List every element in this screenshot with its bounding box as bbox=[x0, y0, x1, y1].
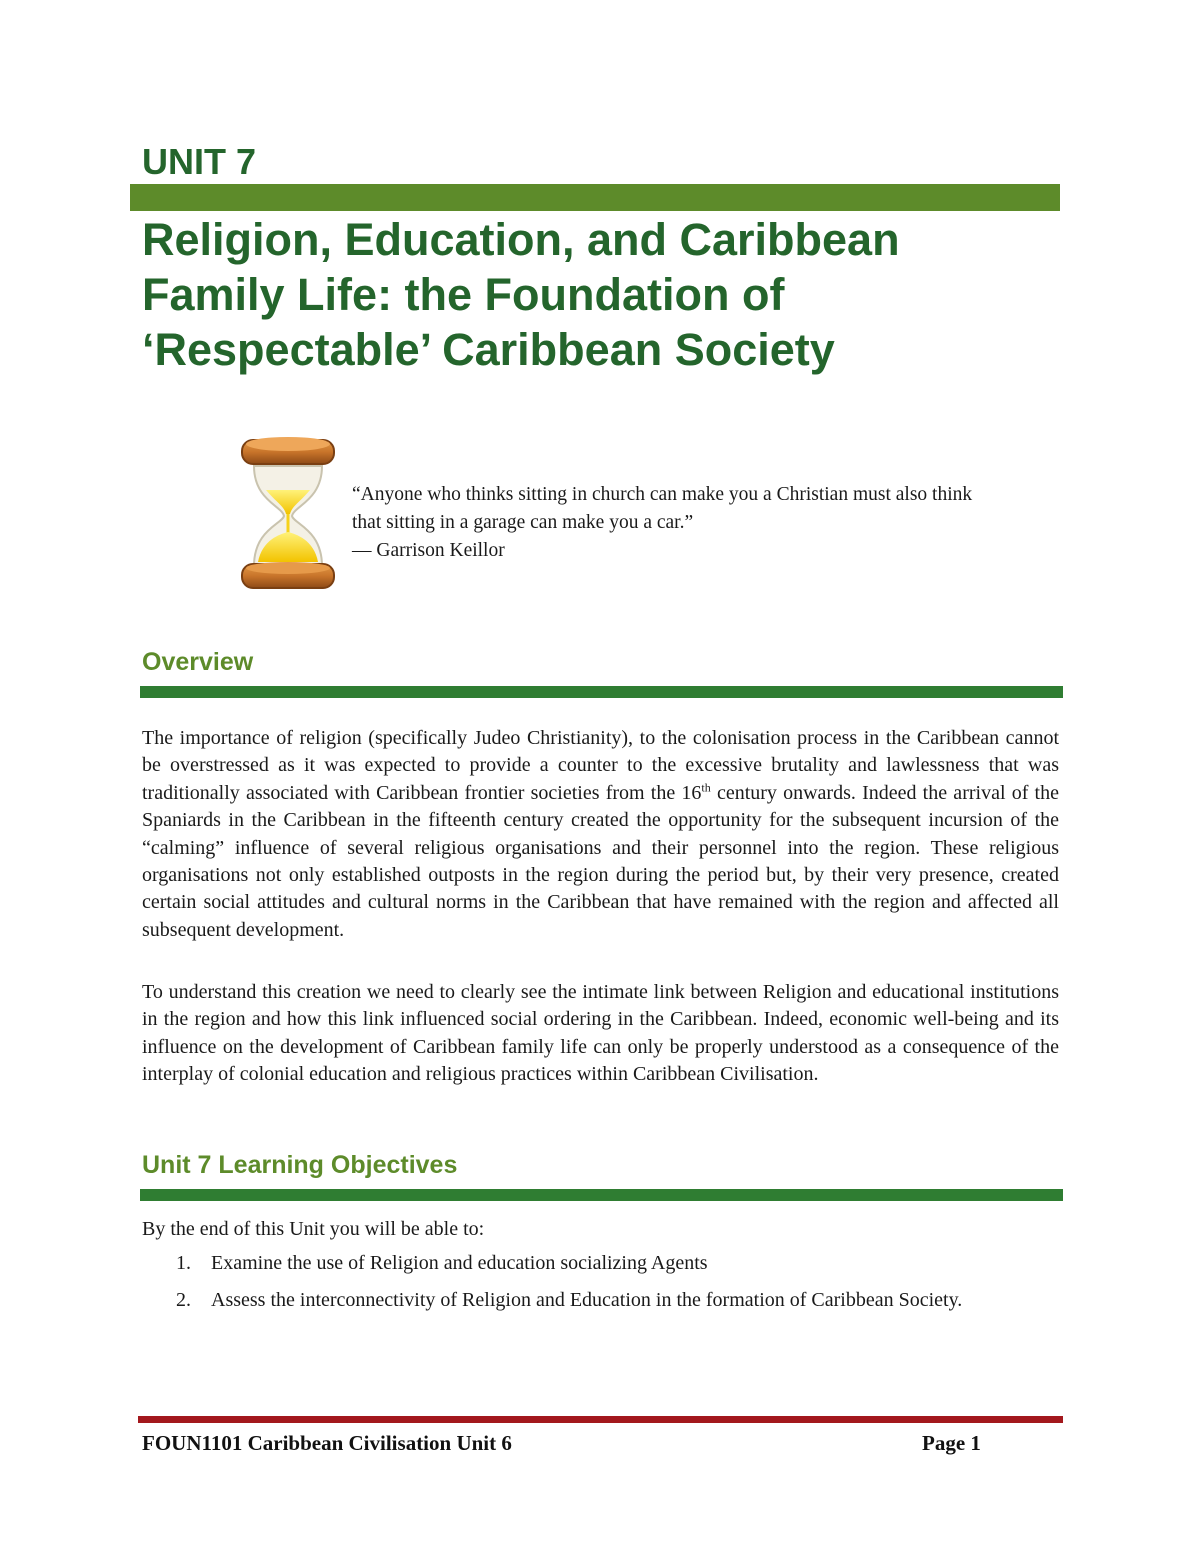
list-number: 2. bbox=[176, 1289, 191, 1312]
epigraph-quote bbox=[352, 481, 1062, 565]
objectives-list bbox=[142, 1250, 1042, 1325]
footer-page-number: Page 1 bbox=[922, 1431, 981, 1455]
overview-text: century onwards. Indeed the arrival of the Spaniards in the Caribbean in the fifteenth century created the opportunity for the subsequent incursion of the “calming” influence of several religious organisations and their personnel into the region. These religious organisations not only established outposts in the region during the period but, by their very presence, created certain social attitudes and cultural norms in the Caribbean that have remained with the region and affected all subsequent development. bbox=[142, 781, 1059, 941]
footer-course: FOUN1101 Caribbean Civilisation Unit 6 bbox=[142, 1431, 512, 1455]
list-item bbox=[142, 1250, 1042, 1277]
objectives-heading: Unit 7 Learning Objectives bbox=[142, 1151, 458, 1179]
objectives-intro: By the end of this Unit you will be able to: bbox=[142, 1218, 485, 1240]
quote-attribution: — Garrison Keillor bbox=[352, 540, 505, 561]
overview-rule bbox=[140, 686, 1063, 698]
overview-paragraph-2: To understand this creation we need to clearly see the intimate link between Religion and educational institutions in the region and how this link influenced social ordering in the Caribbean. Indeed, economic well-being and its influence on the development of Caribbean family life can only be properly understood as a consequence of the interplay of colonial education and religious practices within Caribbean Civilisation. bbox=[142, 981, 1059, 1086]
list-text: Assess the interconnectivity of Religion and Education in the formation of Caribbean Society. bbox=[211, 1289, 963, 1312]
overview-text: The importance of religion (specifically Judeo Christianity), to the colonisation process in the Caribbean cannot be overstressed as it was expected to provide a counter to the excessive brutality and lawlessness that was traditionally associated with Caribbean frontier societies from the 16 bbox=[142, 727, 1059, 804]
unit-title-line: Family Life: the Foundation of bbox=[142, 269, 785, 320]
unit-title-line: ‘Respectable’ Caribbean Society bbox=[142, 324, 835, 375]
objectives-rule bbox=[140, 1189, 1063, 1201]
unit-title-line: Religion, Education, and Caribbean bbox=[142, 214, 900, 265]
quote-line: “Anyone who thinks sitting in church can make you a Christian must also think bbox=[352, 484, 973, 505]
title-bar bbox=[130, 184, 1060, 211]
hourglass-icon bbox=[236, 430, 340, 600]
overview-paragraph-1 bbox=[142, 725, 1059, 944]
ordinal-suffix: th bbox=[701, 780, 711, 795]
footer-rule bbox=[138, 1416, 1063, 1423]
quote-line: that sitting in a garage can make you a car.” bbox=[352, 512, 694, 533]
overview-heading: Overview bbox=[142, 648, 254, 676]
list-number: 1. bbox=[176, 1252, 191, 1274]
list-item bbox=[142, 1287, 1042, 1314]
unit-label: UNIT 7 bbox=[142, 141, 257, 182]
unit-title bbox=[142, 212, 1062, 377]
list-text: Examine the use of Religion and education socializing Agents bbox=[211, 1252, 708, 1274]
